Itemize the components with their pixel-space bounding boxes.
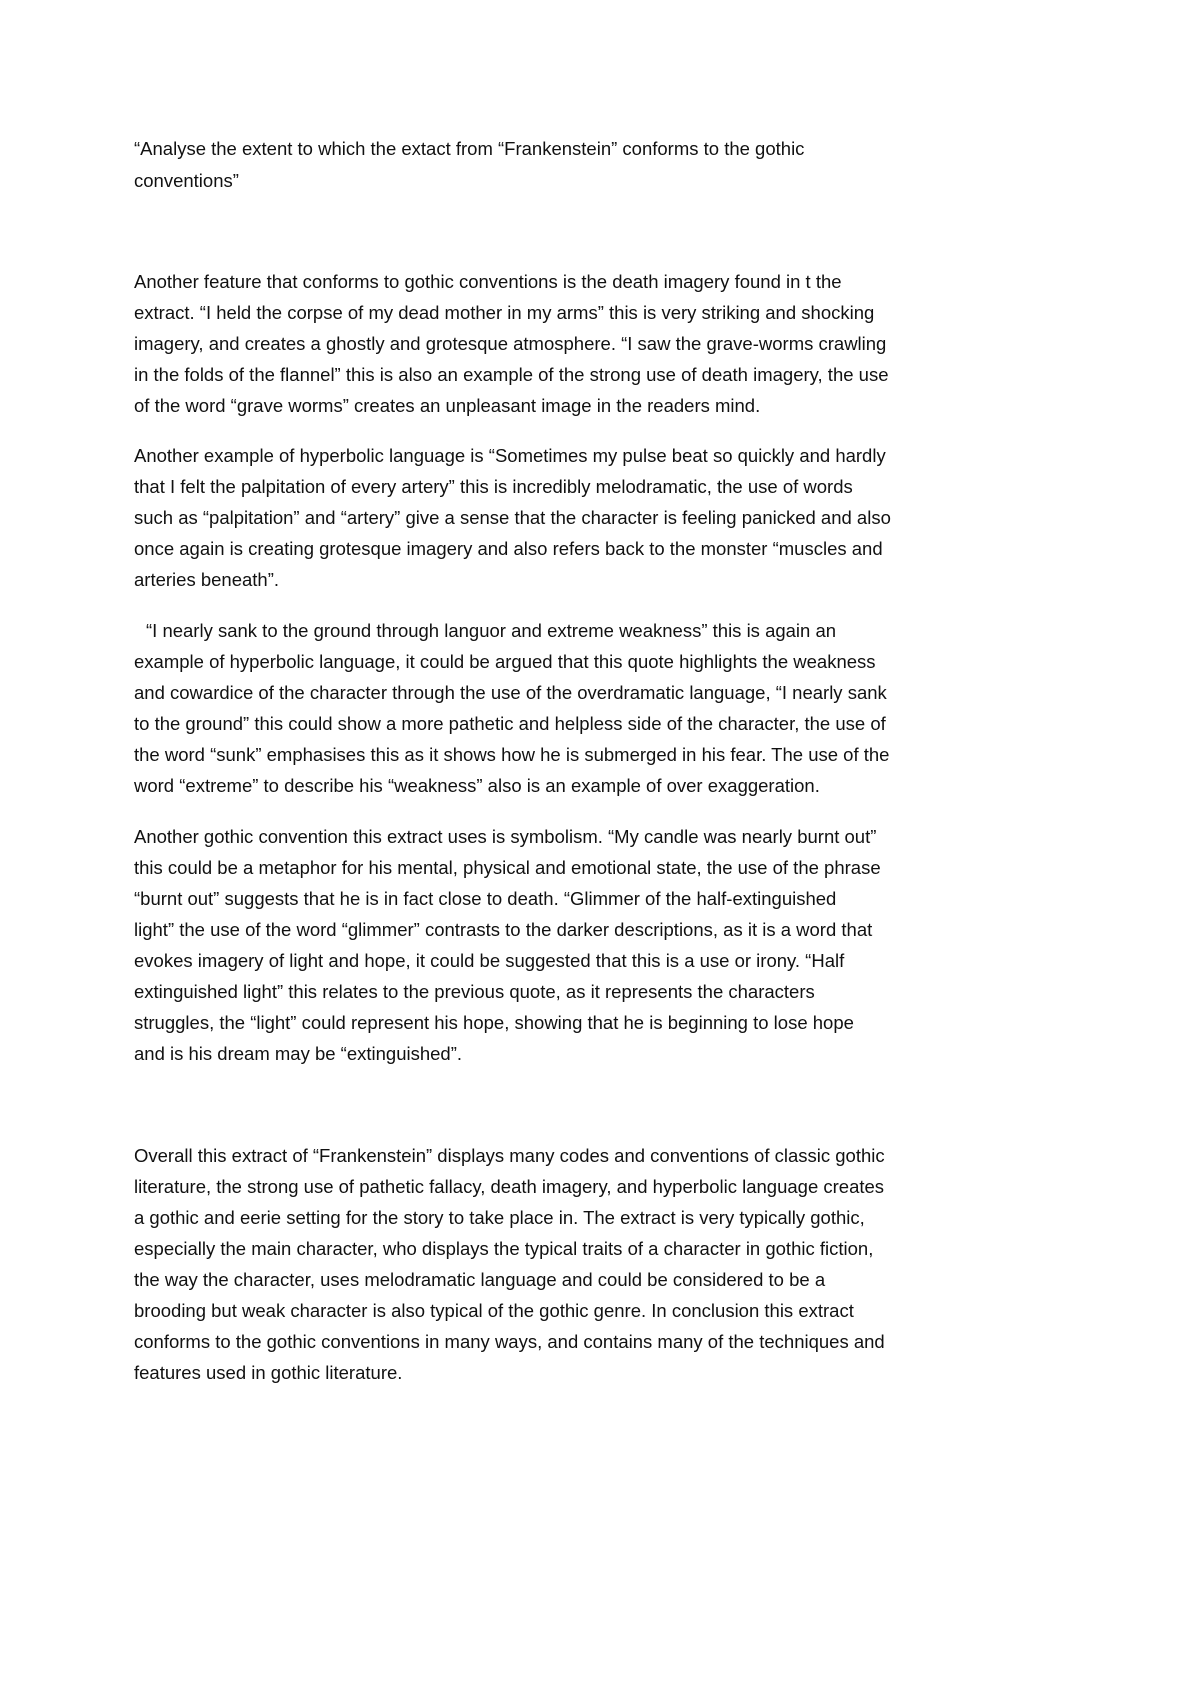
text-line: literature, the strong use of pathetic fallacy, death imagery, and hyperbolic language creates (134, 1176, 885, 1197)
text-line: arteries beneath”. (134, 569, 280, 590)
paragraph-hyperbolic-language (134, 440, 1034, 595)
text-line: especially the main character, who displays the typical traits of a character in gothic fiction, (134, 1238, 874, 1259)
text-line: extinguished light” this relates to the previous quote, as it represents the characters (134, 981, 815, 1002)
text-line: that I felt the palpitation of every artery” this is incredibly melodramatic, the use of words (134, 476, 853, 497)
text-line: conventions” (134, 170, 239, 191)
text-line: such as “palpitation” and “artery” give a sense that the character is feeling panicked and also (134, 507, 891, 528)
text-line: and is his dream may be “extinguished”. (134, 1043, 463, 1064)
text-line: brooding but weak character is also typical of the gothic genre. In conclusion this extract (134, 1300, 854, 1321)
text-line: Another gothic convention this extract uses is symbolism. “My candle was nearly burnt out” (134, 826, 877, 847)
text-line: of the word “grave worms” creates an unpleasant image in the readers mind. (134, 395, 761, 416)
paragraph-weakness (134, 615, 1034, 801)
text-line: evokes imagery of light and hope, it could be suggested that this is a use or irony. “Half (134, 950, 845, 971)
text-line: example of hyperbolic language, it could be argued that this quote highlights the weakness (134, 651, 876, 672)
text-line: struggles, the “light” could represent his hope, showing that he is beginning to lose hope (134, 1012, 854, 1033)
essay-title (134, 133, 1034, 197)
text-line: Overall this extract of “Frankenstein” displays many codes and conventions of classic gothic (134, 1145, 885, 1166)
text-line: in the folds of the flannel” this is also an example of the strong use of death imagery, the use (134, 364, 889, 385)
text-line: “Analyse the extent to which the extact from “Frankenstein” conforms to the gothic (134, 138, 805, 159)
paragraph-death-imagery (134, 266, 1034, 421)
paragraph-symbolism (134, 821, 1034, 1069)
text-line: “I nearly sank to the ground through languor and extreme weakness” this is again an (146, 620, 837, 641)
text-line: features used in gothic literature. (134, 1362, 403, 1383)
text-line: and cowardice of the character through the use of the overdramatic language, “I nearly sank (134, 682, 887, 703)
text-line: light” the use of the word “glimmer” contrasts to the darker descriptions, as it is a word that (134, 919, 873, 940)
text-line: word “extreme” to describe his “weakness” also is an example of over exaggeration. (134, 775, 820, 796)
text-line: this could be a metaphor for his mental, physical and emotional state, the use of the phrase (134, 857, 881, 878)
text-line: extract. “I held the corpse of my dead mother in my arms” this is very striking and shocking (134, 302, 875, 323)
text-line: to the ground” this could show a more pathetic and helpless side of the character, the use of (134, 713, 886, 734)
text-line: Another example of hyperbolic language is “Sometimes my pulse beat so quickly and hardly (134, 445, 886, 466)
paragraph-conclusion (134, 1140, 1034, 1388)
text-line: Another feature that conforms to gothic conventions is the death imagery found in t the (134, 271, 842, 292)
text-line: imagery, and creates a ghostly and grotesque atmosphere. “I saw the grave-worms crawling (134, 333, 887, 354)
text-line: “burnt out” suggests that he is in fact close to death. “Glimmer of the half-extinguished (134, 888, 837, 909)
text-line: the word “sunk” emphasises this as it shows how he is submerged in his fear. The use of the (134, 744, 890, 765)
text-line: once again is creating grotesque imagery and also refers back to the monster “muscles and (134, 538, 883, 559)
text-line: the way the character, uses melodramatic language and could be considered to be a (134, 1269, 826, 1290)
text-line: a gothic and eerie setting for the story to take place in. The extract is very typically gothic, (134, 1207, 865, 1228)
text-line: conforms to the gothic conventions in many ways, and contains many of the techniques and (134, 1331, 885, 1352)
